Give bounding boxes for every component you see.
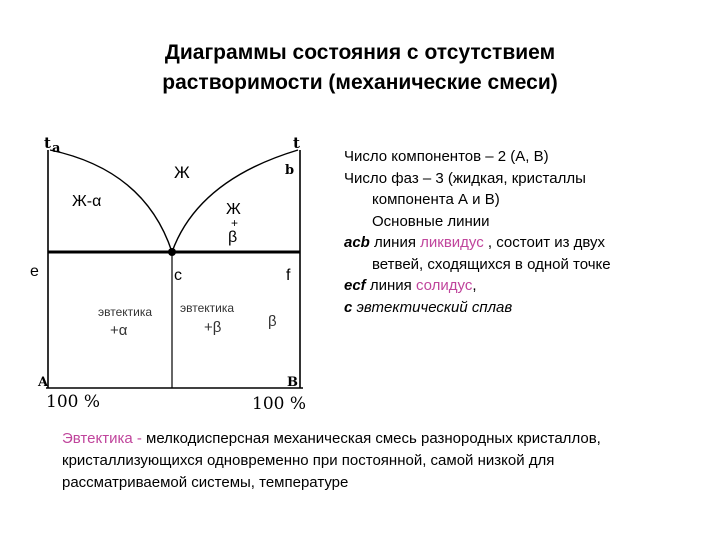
point-e-label: e (30, 263, 39, 280)
region-liquid-beta-plus: + (231, 216, 239, 230)
eutectic-symbol: c (344, 298, 353, 316)
solidus-symbol: ecf (344, 277, 366, 294)
region-liquid: Ж (174, 163, 190, 182)
info-line-solidus (344, 275, 720, 297)
solidus-text-2: , (472, 277, 477, 294)
region-eutectic-alpha-top: эвтектика (98, 305, 153, 319)
percent-a-label: 100 % (46, 392, 101, 412)
percent-b-label: 100 % (252, 394, 307, 414)
definition-term: Эвтектика - (62, 430, 142, 447)
info-line-liquidus-cont: ветвей, сходящихся в одной точке (372, 255, 611, 273)
liquidus-term: ликвидус (420, 234, 484, 251)
region-liquid-beta-bottom: β (228, 229, 238, 246)
point-b-label: b (285, 163, 295, 178)
solidus-term: солидус (415, 277, 473, 294)
region-liquid-beta-top: Ж (226, 201, 241, 218)
info-line-liquidus (344, 232, 720, 254)
info-line-components: Число компонентов – 2 (A, B) (344, 148, 549, 165)
info-line-phases: Число фаз – 3 (жидкая, кристаллы (344, 169, 586, 187)
axis-right-label: t (293, 134, 300, 152)
region-eutectic-beta-top: эвтектика (180, 301, 235, 315)
info-line-phases-cont: компонента А и В) (372, 191, 500, 208)
info-text (344, 146, 720, 318)
solidus-text-1: линия (365, 277, 416, 294)
point-c-label: c (174, 267, 182, 284)
definition-text-1: мелкодисперсная механическая смесь разнородных кристаллов, (141, 430, 601, 447)
definition-line-1 (62, 428, 717, 450)
region-eutectic-alpha-bottom: +α (110, 322, 128, 339)
liquidus-text-2: , состоит из двух (483, 234, 606, 251)
title-line-2: растворимости (механические смеси) (162, 71, 558, 94)
definition-line-3: рассматриваемой системы, температуре (62, 474, 349, 491)
component-a-label: A (38, 375, 49, 390)
info-line-main-lines: Основные линии (372, 212, 490, 230)
liquidus-symbol: acb (344, 234, 370, 251)
info-line-eutectic (344, 297, 720, 319)
eutectic-point-c (168, 248, 176, 256)
region-liquid-alpha: Ж-α (72, 193, 102, 210)
region-beta: β (268, 313, 277, 330)
liquidus-branch-ac (50, 150, 172, 252)
eutectic-text: эвтектический сплав (352, 298, 513, 316)
liquidus-text-1: линия (369, 234, 421, 251)
point-f-label: f (286, 267, 291, 284)
component-b-label: B (287, 375, 298, 390)
axis-left-label: t (44, 134, 51, 152)
definition-line-2: кристаллизующихся одновременно при постоянной, самой низкой для (62, 452, 555, 469)
region-eutectic-beta-bottom: +β (204, 319, 222, 336)
eutectic-definition (62, 428, 717, 494)
title-line-1: Диаграммы состояния с отсутствием (164, 41, 556, 64)
point-a-label: a (52, 141, 61, 156)
